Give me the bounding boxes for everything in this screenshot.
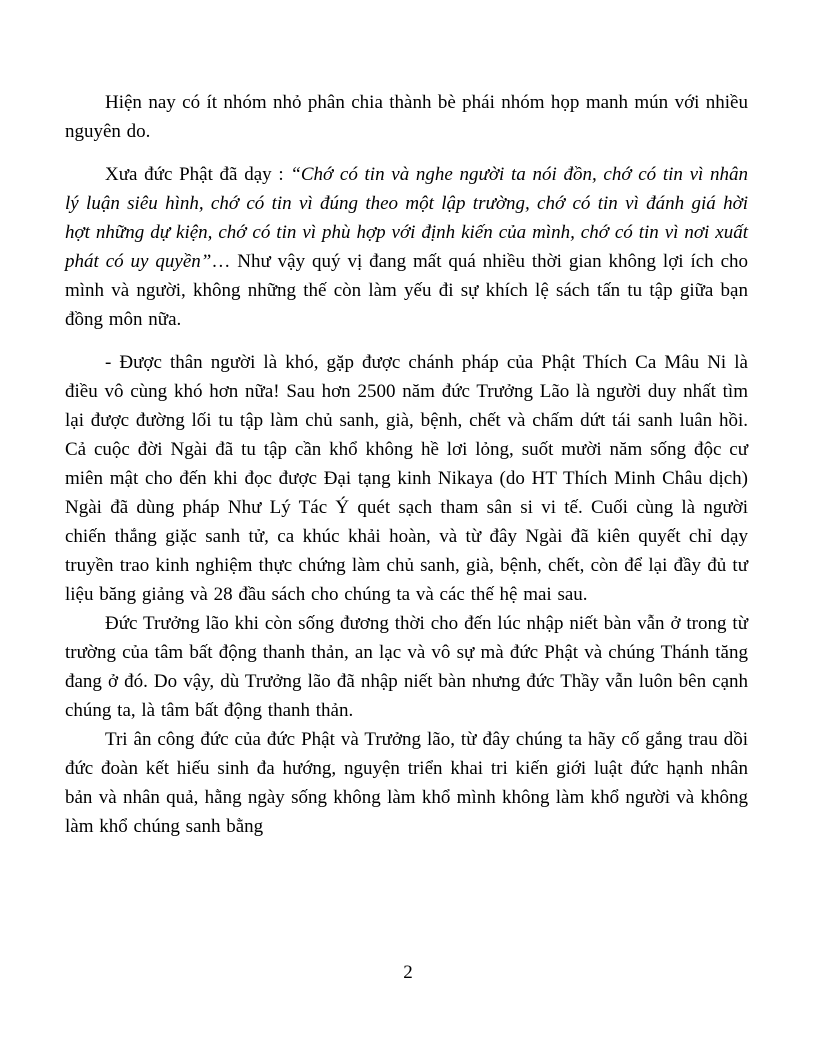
paragraph-intro xyxy=(65,88,748,146)
paragraph-nirvana xyxy=(65,609,748,725)
paragraph-buddha-quote xyxy=(65,160,748,334)
paragraph-nirvana-text: Đức Trưởng lão khi còn sống đương thời cho đến lúc nhập niết bàn vẫn ở trong từ trường của tâm bất động thanh thản, an lạc và vô sự mà đức Phật và chúng Thánh tăng đang ở đó. Do vậy, dù Trưởng lão đã nhập niết bàn nhưng đức Thầy vẫn luôn bên cạnh chúng ta, là tâm bất động thanh thản. xyxy=(65,613,748,721)
document-body xyxy=(65,88,748,841)
paragraph-gratitude-text: Tri ân công đức của đức Phật và Trưởng lão, từ đây chúng ta hãy cố gắng trau dồi đức đoàn kết hiếu sinh đa hướng, nguyện triển khai tri kiến giới luật đức hạnh nhân bản và nhân quả, hằng ngày sống không làm khổ mình không làm khổ người và không làm khổ chúng sanh bằng xyxy=(65,729,748,837)
paragraph-buddha-quote-lead: Xưa đức Phật đã dạy : xyxy=(105,164,291,185)
paragraph-truong-lao-life-text: - Được thân người là khó, gặp được chánh pháp của Phật Thích Ca Mâu Ni là điều vô cùng khó hơn nữa! Sau hơn 2500 năm đức Trưởng Lão là người duy nhất tìm lại được đường lối tu tập làm chủ sanh, già, bệnh, chết và chấm dứt tái sanh luân hồi. Cả cuộc đời Ngài đã tu tập cần khổ không hề lơi lỏng, suốt mười năm sống độc cư miên mật cho đến khi đọc được Đại tạng kinh Nikaya (do HT Thích Minh Châu dịch) Ngài đã dùng pháp Như Lý Tác Ý quét sạch tham sân si vi tế. Cuối cùng là người chiến thắng giặc sanh tử, ca khúc khải hoàn, và từ đây Ngài đã kiên quyết chỉ dạy truyền trao kinh nghiệm thực chứng làm chủ sanh, già, bệnh, chết, còn để lại đầy đủ tư liệu băng giảng và 28 đầu sách cho chúng ta và các thế hệ mai sau. xyxy=(65,352,748,605)
paragraph-buddha-quote-citation: “Chớ có tin và nghe người ta nói đồn, chớ có tin vì nhân lý luận siêu hình, chớ có tin vì đúng theo một lập trường, chớ có tin vì đánh giá hời hợt những dự kiện, chớ có tin vì phù hợp với định kiến của mình, chớ có tin vì nơi xuất phát có uy quyền” xyxy=(65,164,749,272)
paragraph-buddha-quote-tail: … Như vậy quý vị đang mất quá nhiều thời gian không lợi ích cho mình và người, không những thế còn làm yếu đi sự khích lệ sách tấn tu tập giữa bạn đồng môn nữa. xyxy=(65,251,748,330)
paragraph-gratitude xyxy=(65,725,748,841)
page-number: 2 xyxy=(403,962,413,983)
paragraph-truong-lao-life xyxy=(65,348,748,609)
paragraph-intro-text: Hiện nay có ít nhóm nhỏ phân chia thành bè phái nhóm họp manh mún với nhiều nguyên do. xyxy=(65,92,748,142)
